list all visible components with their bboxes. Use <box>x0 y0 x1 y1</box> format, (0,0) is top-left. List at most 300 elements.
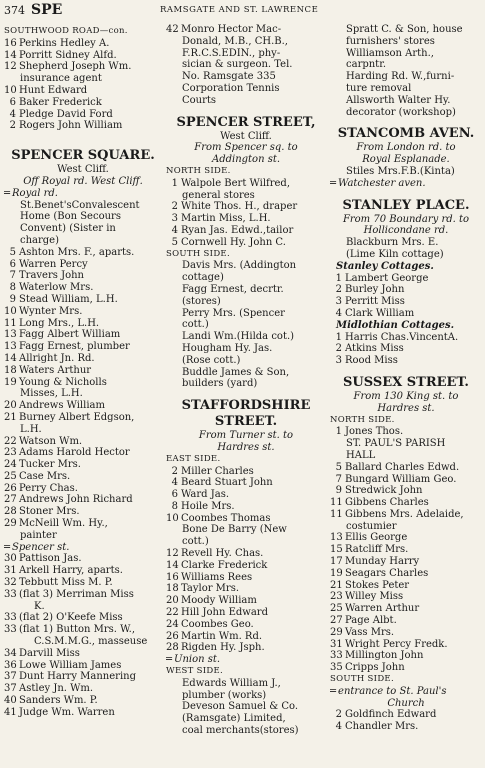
entry-text: Coombes Geo. <box>181 618 254 630</box>
directory-entry <box>4 695 162 707</box>
entry-text: charge) <box>20 234 60 246</box>
entry-text: Royal rd. <box>12 187 58 199</box>
side-label <box>4 26 162 38</box>
entry-text: Deveson Samuel & Co. <box>182 701 299 713</box>
entry-text: SOUTH SIDE. <box>166 248 230 259</box>
house-number: 5 <box>9 246 16 258</box>
entry-text: Watchester aven. <box>338 177 426 189</box>
street-route <box>166 442 326 454</box>
entry-text: Convent) (Sister in <box>20 223 116 235</box>
directory-entry <box>166 572 326 584</box>
directory-entry <box>4 38 162 50</box>
side-label <box>330 674 482 686</box>
directory-entry <box>4 329 162 341</box>
directory-entry <box>330 95 482 107</box>
entry-text: Ellis George <box>345 532 408 544</box>
directory-entry <box>166 524 326 536</box>
entry-text: Donald, M.B., CH.B., <box>182 35 288 47</box>
directory-entry <box>166 284 326 296</box>
entry-text: Bungard William Geo. <box>345 473 457 485</box>
entry-text: NORTH SIDE. <box>166 165 231 176</box>
entry-text: Stoner Mrs. <box>19 506 80 518</box>
house-number: 40 <box>4 695 17 707</box>
entry-text: Page Albt. <box>345 615 397 627</box>
entry-text: Buddle James & Son, <box>182 366 290 378</box>
directory-entry <box>4 294 162 306</box>
directory-entry <box>4 353 162 365</box>
entry-text: Judge Wm. Warren <box>19 706 115 718</box>
street-heading <box>166 414 326 430</box>
directory-entry <box>166 319 326 331</box>
entry-text: Williams Rees <box>181 571 253 583</box>
running-title: RAMSGATE AND ST. LAWRENCE <box>160 5 319 15</box>
directory-entry <box>4 247 162 259</box>
entry-text: (stores) <box>182 295 221 307</box>
street-route <box>330 142 482 154</box>
directory-entry <box>4 412 162 424</box>
directory-entry <box>4 424 162 436</box>
entry-text: Stanley Cottages. <box>336 260 434 272</box>
entry-text: (flat 3) Merriman Miss <box>19 588 134 600</box>
entry-text: Baker Frederick <box>19 96 102 108</box>
entry-text: F.R.C.S.EDIN., phy- <box>182 47 281 59</box>
house-number: 9 <box>335 485 342 497</box>
entry-text: HALL <box>346 449 376 461</box>
house-number: 1 <box>335 272 342 284</box>
entry-text: C.S.M.M.G., masseuse <box>34 636 148 648</box>
directory-entry <box>4 73 162 85</box>
directory-entry <box>4 306 162 318</box>
entry-text: Shepherd Joseph Wm. <box>19 61 132 73</box>
entry-text: Hougham Hy. Jas. <box>182 342 273 354</box>
house-number: 28 <box>4 506 17 518</box>
directory-entry <box>330 662 482 674</box>
street-route <box>166 430 326 442</box>
entry-text: (flat 2) O'Keefe Miss <box>19 612 123 624</box>
entry-text: Hollicondane rd. <box>363 225 449 237</box>
directory-entry <box>4 259 162 271</box>
entry-text: builders (yard) <box>182 378 258 390</box>
directory-entry <box>166 190 326 202</box>
house-number: 2 <box>335 284 342 296</box>
directory-entry <box>4 518 162 530</box>
entry-text: Stiles Mrs.F.B.(Kinta) <box>346 165 455 177</box>
directory-entry <box>4 120 162 132</box>
house-number: 25 <box>4 470 17 482</box>
entry-text: Pattison Jas. <box>19 553 82 565</box>
entry-text: Midlothian Cottages. <box>336 319 455 331</box>
entry-text: ST. PAUL'S PARISH <box>346 438 446 450</box>
entry-text: Coombes Thomas <box>181 512 271 524</box>
house-number: 42 <box>166 24 179 35</box>
directory-entry <box>166 501 326 513</box>
entry-text: Sanders Wm. P. <box>19 695 98 707</box>
side-label <box>166 666 326 678</box>
house-number: 25 <box>330 603 343 615</box>
entry-text: Bone De Barry (New <box>182 524 287 536</box>
entry-text: sician & surgeon. Tel. <box>182 59 293 71</box>
entry-text: Case Mrs. <box>19 470 71 482</box>
entry-text: Edwards William J., <box>182 677 281 689</box>
house-number: 41 <box>4 706 17 718</box>
entry-text: Millington John <box>345 650 424 662</box>
directory-entry <box>4 436 162 448</box>
house-number: 33 <box>330 650 343 662</box>
house-number: 28 <box>166 642 179 654</box>
house-number: 24 <box>4 459 17 471</box>
entry-text: Wright Percy Fredk. <box>345 638 448 650</box>
directory-entry <box>330 59 482 71</box>
spacer <box>166 390 326 398</box>
entry-text: carpntr. <box>346 59 387 71</box>
house-number: 18 <box>166 583 179 595</box>
house-number: 34 <box>4 647 17 659</box>
entry-text: (flat 1) Button Mrs. W., <box>19 624 136 636</box>
entry-text: Rogers John William <box>19 120 123 132</box>
house-number: 19 <box>330 567 343 579</box>
entry-text: Wynter Mrs. <box>19 305 83 317</box>
entry-text: Stredwick John <box>345 485 423 497</box>
directory-entry <box>4 683 162 695</box>
entry-text: Hardres st. <box>217 441 275 453</box>
directory-entry <box>166 24 326 36</box>
directory-entry <box>4 471 162 483</box>
entry-text: Beard Stuart John <box>181 477 273 489</box>
house-number: 23 <box>330 591 343 603</box>
entry-text: Young & Nicholls <box>19 376 107 388</box>
directory-entry <box>166 489 326 501</box>
directory-entry <box>166 548 326 560</box>
entry-text: Perritt Miss <box>345 296 405 308</box>
entry-text: Revell Hy. Chas. <box>181 548 264 560</box>
entry-text: EAST SIDE. <box>166 453 221 464</box>
directory-entry <box>330 544 482 556</box>
directory-entry <box>330 509 482 521</box>
house-number: 12 <box>4 61 17 73</box>
entry-text: Landi Wm.(Hilda cot.) <box>182 331 295 343</box>
directory-entry <box>166 225 326 237</box>
entry-text: White Thos. H., draper <box>181 201 298 213</box>
directory-entry <box>4 671 162 683</box>
directory-entry <box>166 83 326 95</box>
entry-text: Fagg Ernest, plumber <box>19 341 130 353</box>
house-number: 32 <box>4 577 17 589</box>
entry-text: Astley Jn. Wm. <box>19 683 94 695</box>
directory-entry <box>166 71 326 83</box>
directory-entry <box>166 272 326 284</box>
entry-text: Monro Hector Mac- <box>181 24 282 35</box>
house-number: 30 <box>4 553 17 565</box>
directory-entry <box>330 332 482 344</box>
directory-entry <box>166 201 326 213</box>
entry-text: Burney Albert Edgson, <box>19 411 135 423</box>
entry-text: SUSSEX STREET. <box>343 374 469 390</box>
directory-entry <box>166 48 326 60</box>
directory-entry <box>166 213 326 225</box>
house-number: 4 <box>335 721 342 733</box>
entry-text: ture removal <box>346 82 412 94</box>
house-number: 29 <box>4 518 17 530</box>
directory-entry <box>4 61 162 73</box>
directory-entry <box>4 223 162 235</box>
house-number: 4 <box>9 108 16 120</box>
entry-text: general stores <box>182 189 255 201</box>
house-number: 18 <box>4 364 17 376</box>
entry-text: SPENCER SQUARE. <box>11 148 155 164</box>
directory-entry <box>166 95 326 107</box>
directory-entry <box>4 85 162 97</box>
house-number: 14 <box>4 352 17 364</box>
house-number: 22 <box>166 607 179 619</box>
spacer <box>330 190 482 198</box>
street-heading <box>330 198 482 214</box>
entry-text: Andrews John Richard <box>19 494 133 506</box>
house-number: 7 <box>9 270 16 282</box>
entry-text: Ward Jas. <box>181 489 230 501</box>
entry-text: cottage) <box>182 272 224 284</box>
entry-text: Ashton Mrs. F., aparts. <box>19 246 135 258</box>
directory-entry <box>166 595 326 607</box>
entry-text: Darvill Miss <box>19 647 80 659</box>
spacer <box>166 107 326 115</box>
house-number: 27 <box>4 494 17 506</box>
entry-text: Tucker Mrs. <box>19 459 81 471</box>
directory-entry <box>330 426 482 438</box>
entry-text: From 70 Boundary rd. to <box>342 213 470 225</box>
entry-text: insurance agent <box>20 73 102 85</box>
house-number: 16 <box>4 37 17 49</box>
entry-text: Waters Arthur <box>19 364 92 376</box>
entry-text: Perry Chas. <box>19 482 78 494</box>
directory-entry <box>4 97 162 109</box>
directory-entry <box>166 619 326 631</box>
spacer <box>330 367 482 375</box>
street-heading <box>166 115 326 131</box>
entry-text: Stead William, L.H. <box>19 293 118 305</box>
entry-text: Arkell Harry, aparts. <box>19 565 123 577</box>
directory-entry <box>166 560 326 572</box>
entry-text: Church <box>387 697 425 709</box>
directory-entry <box>330 284 482 296</box>
directory-entry <box>330 556 482 568</box>
directory-entry <box>166 308 326 320</box>
entry-text: From London rd. to <box>356 142 456 154</box>
directory-entry <box>330 83 482 95</box>
page-header <box>0 0 485 22</box>
house-number: 29 <box>330 626 343 638</box>
entry-text: coal merchants(stores) <box>182 725 299 737</box>
house-number: 37 <box>4 683 17 695</box>
entry-text: STANLEY PLACE. <box>342 197 470 213</box>
house-number: 26 <box>166 630 179 642</box>
directory-entry <box>166 36 326 48</box>
entry-text: Home (Bon Secours <box>20 211 121 223</box>
directory-entry <box>4 447 162 459</box>
entry-text: SOUTH SIDE. <box>330 674 394 685</box>
directory-entry <box>330 438 482 450</box>
entry-text: plumber (works) <box>182 689 267 701</box>
directory-entry <box>166 678 326 690</box>
entry-text: Hill John Edward <box>181 607 268 619</box>
directory-entry <box>330 237 482 249</box>
entry-text: (Rose cott.) <box>182 354 241 366</box>
entry-text: Rigden Hy. Jsph. <box>181 642 265 654</box>
street-route <box>330 403 482 415</box>
directory-entry <box>330 355 482 367</box>
entry-text: Stokes Peter <box>345 579 410 591</box>
entry-text: WEST SIDE. <box>166 666 224 677</box>
entry-text: Dunt Harry Mannering <box>19 671 136 683</box>
house-number: 33 <box>4 624 17 636</box>
directory-entry <box>4 494 162 506</box>
entry-text: STREET. <box>214 414 278 430</box>
directory-entry <box>4 624 162 636</box>
entry-text: decorator (workshop) <box>346 106 456 118</box>
directory-entry <box>330 462 482 474</box>
directory-entry <box>330 166 482 178</box>
entry-text: Misses, L.H. <box>20 388 83 400</box>
directory-entry <box>330 603 482 615</box>
entry-text: Spencer st. <box>12 541 70 553</box>
directory-entry <box>166 343 326 355</box>
directory-entry <box>330 615 482 627</box>
house-number: 37 <box>4 671 17 683</box>
entry-text: (Ramsgate) Limited, <box>182 713 286 725</box>
directory-entry <box>4 282 162 294</box>
entry-text: Harris Chas.VincentA. <box>345 331 459 343</box>
side-label <box>330 415 482 427</box>
directory-entry <box>4 648 162 660</box>
directory-entry <box>330 627 482 639</box>
house-number: 27 <box>330 615 343 627</box>
house-number: 9 <box>9 293 16 305</box>
entry-text: Fagg Albert William <box>19 329 121 341</box>
directory-entry <box>4 318 162 330</box>
house-number: 10 <box>4 84 17 96</box>
directory-entry <box>330 308 482 320</box>
entry-text: Taylor Mrs. <box>181 583 240 595</box>
directory-entry <box>166 607 326 619</box>
column-left <box>4 26 162 719</box>
column-middle <box>166 24 326 737</box>
directory-entry <box>166 131 326 143</box>
entry-text: Hunt Edward <box>19 84 88 96</box>
directory-entry <box>166 296 326 308</box>
house-number: 2 <box>171 201 178 213</box>
street-route <box>330 214 482 226</box>
entry-text: Willey Miss <box>345 591 404 603</box>
entry-text: Spratt C. & Son, house <box>346 24 463 35</box>
street-route <box>330 225 482 237</box>
house-number: 17 <box>330 556 343 568</box>
directory-entry <box>4 660 162 672</box>
directory-entry <box>4 506 162 518</box>
house-number: 35 <box>330 662 343 674</box>
directory-entry <box>4 577 162 589</box>
entry-text: Williamson Arth., <box>346 47 434 59</box>
directory-entry <box>330 650 482 662</box>
house-number: 6 <box>9 258 16 270</box>
street-heading <box>330 375 482 391</box>
directory-entry <box>4 601 162 613</box>
entry-text: Vass Mrs. <box>345 626 395 638</box>
directory-entry <box>4 459 162 471</box>
entry-text: Hardres st. <box>377 402 435 414</box>
entry-text: Watson Wm. <box>19 435 83 447</box>
directory-entry <box>166 642 326 654</box>
house-number: 31 <box>4 565 17 577</box>
entry-text: Porritt Sidney Alfd. <box>19 49 117 61</box>
cross-street <box>330 686 482 698</box>
directory-entry <box>4 553 162 565</box>
directory-entry <box>4 270 162 282</box>
directory-entry <box>330 71 482 83</box>
entry-text: Martin Miss, L.H. <box>181 213 271 225</box>
spacer <box>4 140 162 148</box>
entry-text: Fagg Ernest, decrtr. <box>182 283 284 295</box>
house-number: 13 <box>330 532 343 544</box>
house-number: 4 <box>171 477 178 489</box>
entry-text: Royal Esplanade. <box>362 154 450 166</box>
entry-text: Union st. <box>174 654 221 666</box>
house-number: 8 <box>9 282 16 294</box>
entry-text: Corporation Tennis <box>182 82 280 94</box>
entry-text: Tebbutt Miss M. P. <box>19 577 113 589</box>
directory-entry <box>4 164 162 176</box>
house-number: 24 <box>166 618 179 630</box>
entry-text: West Cliff. <box>220 130 272 142</box>
house-number: 6 <box>9 96 16 108</box>
directory-entry <box>330 497 482 509</box>
entry-text: Gibbens Mrs. Adelaide, <box>345 508 464 520</box>
entry-text: STANCOMB AVEN. <box>337 126 475 142</box>
house-number: 4 <box>335 307 342 319</box>
house-number: 3 <box>171 213 178 225</box>
house-number: 12 <box>166 548 179 560</box>
entry-text: K. <box>34 600 45 612</box>
directory-entry <box>166 631 326 643</box>
directory-entry <box>166 59 326 71</box>
house-number: 15 <box>330 544 343 556</box>
directory-entry <box>166 701 326 713</box>
directory-entry <box>330 296 482 308</box>
entry-text: Burley John <box>345 284 405 296</box>
street-route <box>330 698 482 710</box>
entry-text: Chandler Mrs. <box>345 721 419 733</box>
house-number: 5 <box>171 236 178 248</box>
entry-text: Miller Charles <box>181 465 254 477</box>
entry-text: (Lime Kiln cottage) <box>346 248 444 260</box>
entry-text: costumier <box>346 520 397 532</box>
directory-entry <box>166 725 326 737</box>
directory-entry <box>166 178 326 190</box>
house-number: 2 <box>335 343 342 355</box>
entry-text: Warren Percy <box>19 258 88 270</box>
entry-text: No. Ramsgate 335 <box>182 71 276 83</box>
house-number: 31 <box>330 638 343 650</box>
directory-entry <box>330 709 482 721</box>
directory-entry <box>4 565 162 577</box>
entry-text: Courts <box>182 94 217 106</box>
directory-entry <box>330 24 482 36</box>
cross-street <box>166 654 326 666</box>
street-route <box>330 391 482 403</box>
directory-entry <box>166 713 326 725</box>
directory-entry <box>330 48 482 60</box>
entry-text: Rood Miss <box>345 355 398 367</box>
directory-entry <box>166 331 326 343</box>
house-number: 11 <box>4 317 17 329</box>
